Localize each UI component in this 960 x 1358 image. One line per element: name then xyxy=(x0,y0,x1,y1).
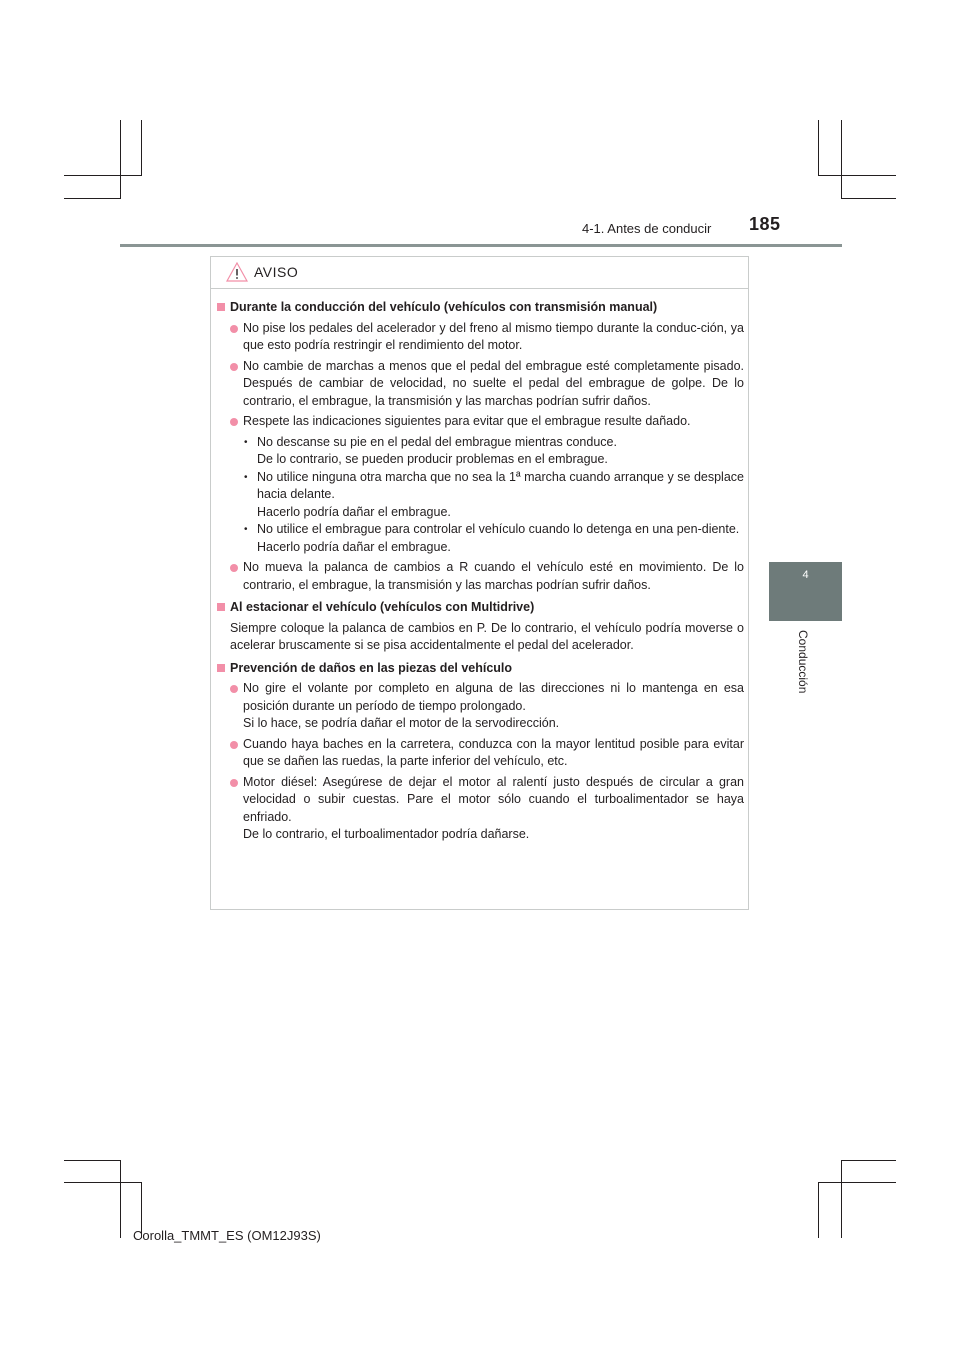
crop-mark xyxy=(64,1182,142,1183)
circle-bullet-icon xyxy=(230,363,238,371)
circle-bullet-icon xyxy=(230,685,238,693)
crop-mark xyxy=(120,1160,121,1238)
item-text: Si lo hace, se podría dañar el motor de la servodirección. xyxy=(243,716,560,730)
section-title-text: Durante la conducción del vehículo (vehículos con transmisión manual) xyxy=(230,300,658,314)
crop-mark xyxy=(818,1182,896,1183)
crop-mark xyxy=(64,1160,121,1161)
section-title-text: Al estacionar el vehículo (vehículos con Multidrive) xyxy=(230,600,535,614)
crop-mark xyxy=(141,120,142,176)
sub-list xyxy=(243,434,744,557)
item-text: Cuando haya baches en la carretera, conduzca con la mayor lentitud posible para evitar que se dañen las ruedas, la parte inferior del vehículo, etc. xyxy=(243,736,744,768)
crop-mark xyxy=(841,1160,842,1238)
warning-section xyxy=(216,299,744,594)
list-item xyxy=(216,680,744,733)
square-bullet-icon xyxy=(217,303,225,311)
warning-header xyxy=(211,257,748,289)
list-item xyxy=(216,358,744,411)
section-title xyxy=(216,299,744,317)
sub-item-text: Hacerlo podría dañar el embrague. xyxy=(257,504,451,519)
section-body: Siempre coloque la palanca de cambios en P. De lo contrario, el vehículo podría moverse o acelerar bruscamente si se pisa accidentalmente el pedal del acelerador. xyxy=(230,620,744,652)
sub-item-text: De lo contrario, se pueden producir problemas en el embrague. xyxy=(257,452,608,466)
crop-mark xyxy=(818,1182,819,1238)
crop-mark xyxy=(64,198,121,199)
sub-item-text: Hacerlo podría dañar el embrague. xyxy=(257,539,451,554)
item-text: No cambie de marchas a menos que el pedal del embrague esté completamente pisado. Después de cambiar de velocidad, no suelte el pedal del embrague de golpe. De lo contrario, el embrague, la transmisión y las marchas podrían sufrir daños. xyxy=(243,358,744,408)
circle-bullet-icon xyxy=(230,741,238,749)
list-item xyxy=(216,774,744,844)
square-bullet-icon xyxy=(217,664,225,672)
crop-mark xyxy=(120,120,121,199)
chapter-label: Conducción xyxy=(796,630,810,694)
circle-bullet-icon xyxy=(230,418,238,426)
chapter-tab xyxy=(769,562,842,621)
sub-list-item xyxy=(243,469,744,522)
crop-mark xyxy=(818,120,819,176)
warning-section xyxy=(216,599,744,655)
section-title xyxy=(216,660,744,678)
crop-mark xyxy=(841,120,842,199)
item-text: Motor diésel: Asegúrese de dejar el motor al ralentí justo después de circular a gran velocidad o subir cuestas. Pare el motor sólo cuando el turboalimentador se haya enfriado. xyxy=(243,774,744,824)
warning-triangle-icon xyxy=(226,262,248,282)
chapter-number: 4 xyxy=(802,569,809,581)
sub-item-text: • No descanse su pie en el pedal del embrague mientras conduce. xyxy=(257,434,617,449)
item-text: Respete las indicaciones siguientes para evitar que el embrague resulte dañado. xyxy=(243,414,691,428)
warning-content xyxy=(216,299,744,848)
square-bullet-icon xyxy=(217,603,225,611)
list-item xyxy=(216,736,744,771)
header-rule xyxy=(120,244,842,247)
header-section-title: 4-1. Antes de conducir xyxy=(582,221,712,236)
section-title-text: Prevención de daños en las piezas del vehículo xyxy=(230,660,513,675)
circle-bullet-icon xyxy=(230,564,238,572)
circle-bullet-icon xyxy=(230,779,238,787)
item-text: No pise los pedales del acelerador y del freno al mismo tiempo durante la conduc-ción, ya que esto podría restringir el rendimiento del motor. xyxy=(243,320,744,352)
list-item xyxy=(216,320,744,355)
crop-mark xyxy=(841,1160,896,1161)
sub-list-item xyxy=(243,521,744,556)
crop-mark xyxy=(818,175,896,176)
document-id: Corolla_TMMT_ES (OM12J93S) xyxy=(133,1228,321,1243)
sub-list-item xyxy=(243,434,744,469)
crop-mark xyxy=(64,175,142,176)
page-number: 185 xyxy=(749,214,781,234)
warning-section xyxy=(216,660,744,844)
section-title xyxy=(216,599,744,617)
item-text: No mueva la palanca de cambios a R cuando el vehículo esté en movimiento. De lo contrario, el embrague, la transmisión y las marchas podrían sufrir daños. xyxy=(243,560,744,592)
item-text: De lo contrario, el turboalimentador podría dañarse. xyxy=(243,827,530,841)
circle-bullet-icon xyxy=(230,325,238,333)
list-item xyxy=(216,559,744,594)
sub-item-text: • No utilice el embrague para controlar el vehículo cuando lo detenga en una pen-diente. xyxy=(257,522,740,536)
warning-box xyxy=(210,256,749,910)
list-item xyxy=(216,413,744,556)
crop-mark xyxy=(841,198,896,199)
warning-title: AVISO xyxy=(254,264,299,280)
sub-item-text: • No utilice ninguna otra marcha que no sea la 1ª marcha cuando arranque y se desplace hacia delante. xyxy=(257,469,744,501)
item-text: No gire el volante por completo en alguna de las direcciones ni lo mantenga en esa posición durante un período de tiempo prolongado. xyxy=(243,681,744,713)
